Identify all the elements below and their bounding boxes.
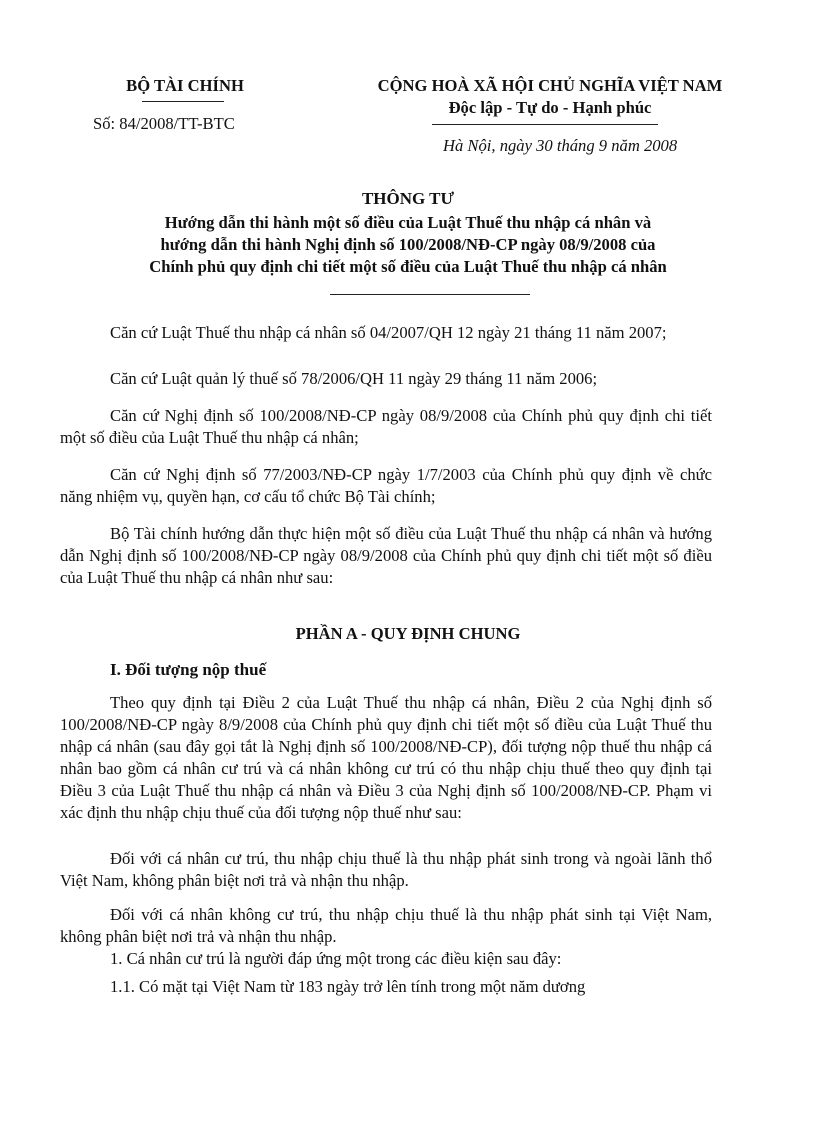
title-divider — [330, 294, 530, 295]
nation-name: CỘNG HOÀ XÃ HỘI CHỦ NGHĨA VIỆT NAM — [377, 76, 723, 95]
preamble-law-pit: Căn cứ Luật Thuế thu nhập cá nhân số 04/2007/QH 12 ngày 21 tháng 11 năm 2007; — [110, 323, 667, 342]
body-paragraph-resident: Đối với cá nhân cư trú, thu nhập chịu thuế là thu nhập phát sinh trong và ngoài lãnh thổ Việt Nam, không phân biệt nơi trả và nhận thu nhập. — [60, 849, 712, 890]
body-item-1: 1. Cá nhân cư trú là người đáp ứng một trong các điều kiện sau đây: — [110, 949, 562, 968]
national-motto: Độc lập - Tự do - Hạnh phúc — [448, 98, 652, 117]
preamble-decree-100: Căn cứ Nghị định số 100/2008/NĐ-CP ngày 08/9/2008 của Chính phủ quy định chi tiết một số điều của Luật Thuế thu nhập cá nhân; — [60, 406, 712, 447]
preamble-law-tax-admin: Căn cứ Luật quản lý thuế số 78/2006/QH 11 ngày 29 tháng 11 năm 2006; — [110, 369, 598, 388]
preamble-decree-77: Căn cứ Nghị định số 77/2003/NĐ-CP ngày 1/7/2003 của Chính phủ quy định về chức năng nhiệm vụ, quyền hạn, cơ cấu tổ chức Bộ Tài chính; — [60, 465, 712, 506]
motto-underline — [432, 124, 658, 125]
title-line-2: hướng dẫn thi hành Nghị định số 100/2008/NĐ-CP ngày 08/9/2008 của — [160, 235, 656, 254]
section-heading: I. Đối tượng nộp thuế — [110, 660, 267, 679]
preamble-guidance: Bộ Tài chính hướng dẫn thực hiện một số điều của Luật Thuế thu nhập cá nhân và hướng dẫn Nghị định số 100/2008/NĐ-CP ngày 08/9/2008 của Chính phủ quy định chi tiết một số điều của Luật Thuế thu nhập cá nhân như sau: — [60, 524, 712, 587]
body-paragraph-nonresident: Đối với cá nhân không cư trú, thu nhập chịu thuế là thu nhập phát sinh tại Việt Nam, không phân biệt nơi trả và nhận thu nhập. — [60, 905, 712, 946]
title-line-1: Hướng dẫn thi hành một số điều của Luật Thuế thu nhập cá nhân và — [164, 213, 652, 232]
body-item-1-1: 1.1. Có mặt tại Việt Nam từ 183 ngày trở lên tính trong một năm dương — [110, 977, 586, 996]
ministry-name: BỘ TÀI CHÍNH — [126, 76, 244, 95]
part-title: PHẦN A - QUY ĐỊNH CHUNG — [295, 624, 521, 643]
document-type-title: THÔNG TƯ — [361, 189, 455, 208]
ministry-underline — [142, 101, 224, 102]
title-line-3: Chính phủ quy định chi tiết một số điều của Luật Thuế thu nhập cá nhân — [149, 257, 667, 276]
document-number: Số: 84/2008/TT-BTC — [93, 114, 235, 133]
place-date: Hà Nội, ngày 30 tháng 9 năm 2008 — [443, 136, 678, 155]
body-paragraph-taxpayers: Theo quy định tại Điều 2 của Luật Thuế thu nhập cá nhân, Điều 2 của Nghị định số 100/2008/NĐ-CP ngày 8/9/2008 của Chính phủ quy định chi tiết một số điều của Luật Thuế thu nhập cá nhân (sau đây gọi tắt là Nghị định số 100/2008/NĐ-CP), đối tượng nộp thuế thu nhập cá nhân bao gồm cá nhân cư trú và cá nhân không cư trú có thu nhập chịu thuế theo quy định tại Điều 3 của Luật Thuế thu nhập cá nhân và Điều 3 của Nghị định số 100/2008/NĐ-CP. Phạm vi xác định thu nhập chịu thuế của đối tượng nộp thuế như sau: — [60, 693, 712, 822]
